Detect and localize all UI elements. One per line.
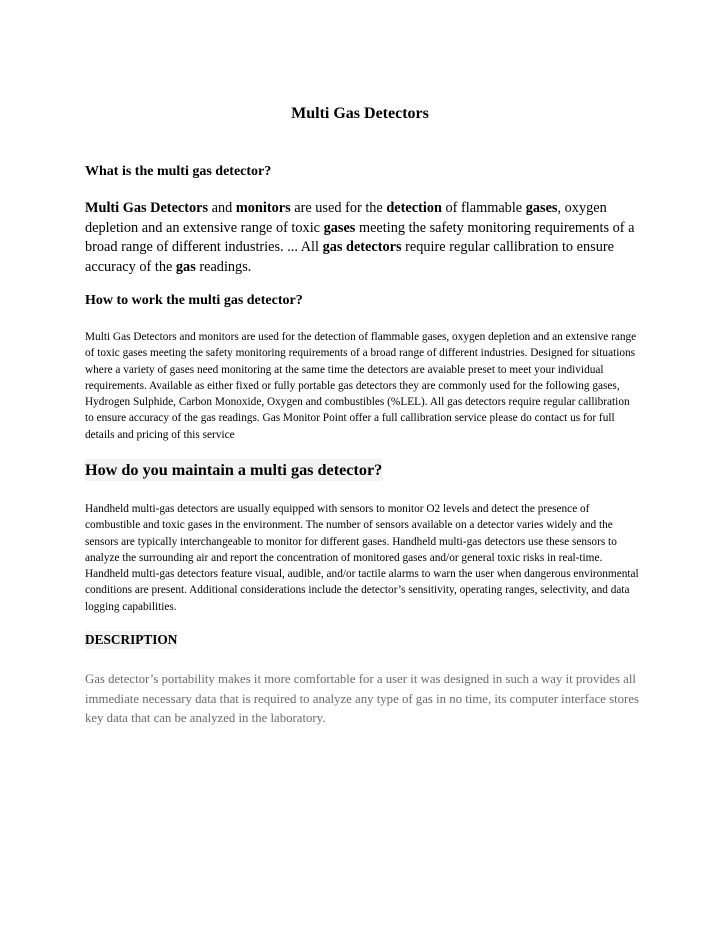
paragraph-run: gas [175,258,196,275]
section-heading-description: DESCRIPTION [85,632,178,647]
paragraph-run: gas detectors [322,239,402,256]
section-heading-what-is: What is the multi gas detector? [85,164,272,179]
section-heading-maintain: How do you maintain a multi gas detector? [85,461,383,479]
paragraph-run: of flammable [441,200,526,216]
section-paragraph-what-is [85,199,640,277]
paragraph-run: require regular callibration to ensure accuracy of the [85,239,614,275]
section-paragraph-maintain: Handheld multi-gas detectors are usually equipped with sensors to monitor O2 levels and detect the presence of combustible and toxic gases in the environment. The number of sensors available on a detector varies widely and the sensors are typically interchangeable to monitor for different gases. Handheld multi-gas detectors use these sensors to analyze the surrounding air and report the concentration of monitored gases and/or general toxic risks in real-time. Handheld multi-gas detectors feature visual, audible, and/or tactile alarms to warn the user when dangerous environmental conditions are present. Additional considerations include the detector’s sensitivity, operating ranges, selectivity, and data logging capabilities. [85,503,639,613]
paragraph-run: meeting the safety monitoring requirements of a broad range of different industries. ... All [85,219,635,256]
paragraph-run: Multi Gas Detectors [85,200,209,216]
section-heading-how-to-work: How to work the multi gas detector? [85,293,303,308]
paragraph-run: monitors [235,200,291,216]
paragraph-run: are used for the [290,200,387,216]
paragraph-run: and [208,200,236,216]
section-paragraph-how-to-work: Multi Gas Detectors and monitors are used for the detection of flammable gases, oxygen depletion and an extensive range of toxic gases meeting the safety monitoring requirements of a broad range of different industries. Designed for situations where a variety of gases need monitoring at the same time the detectors are avaiable preset to meet your individual requirements. Available as either fixed or fully portable gas detectors they are commonly used for the following gases, Hydrogen Sulphide, Carbon Monoxide, Oxygen and combustibles (%LEL). All gas detectors require regular callibration to ensure accuracy of the gas readings. Gas Monitor Point offer a full callibration service please do contact us for full details and pricing of this service [85,331,637,441]
section-paragraph-description: Gas detector’s portability makes it more comfortable for a user it was designed in such a way it provides all immediate necessary data that is required to analyze any type of gas in no time, its computer interface stores key data that can be analyzed in the laboratory. [85,672,639,726]
paragraph-run: readings. [195,258,252,275]
paragraph-run: gases [323,219,356,236]
paragraph-run: detection [386,200,442,216]
paragraph-run: gases [525,200,558,216]
paragraph-run: , oxygen depletion and an extensive range of toxic [85,200,607,236]
document-title: Multi Gas Detectors [291,105,429,122]
